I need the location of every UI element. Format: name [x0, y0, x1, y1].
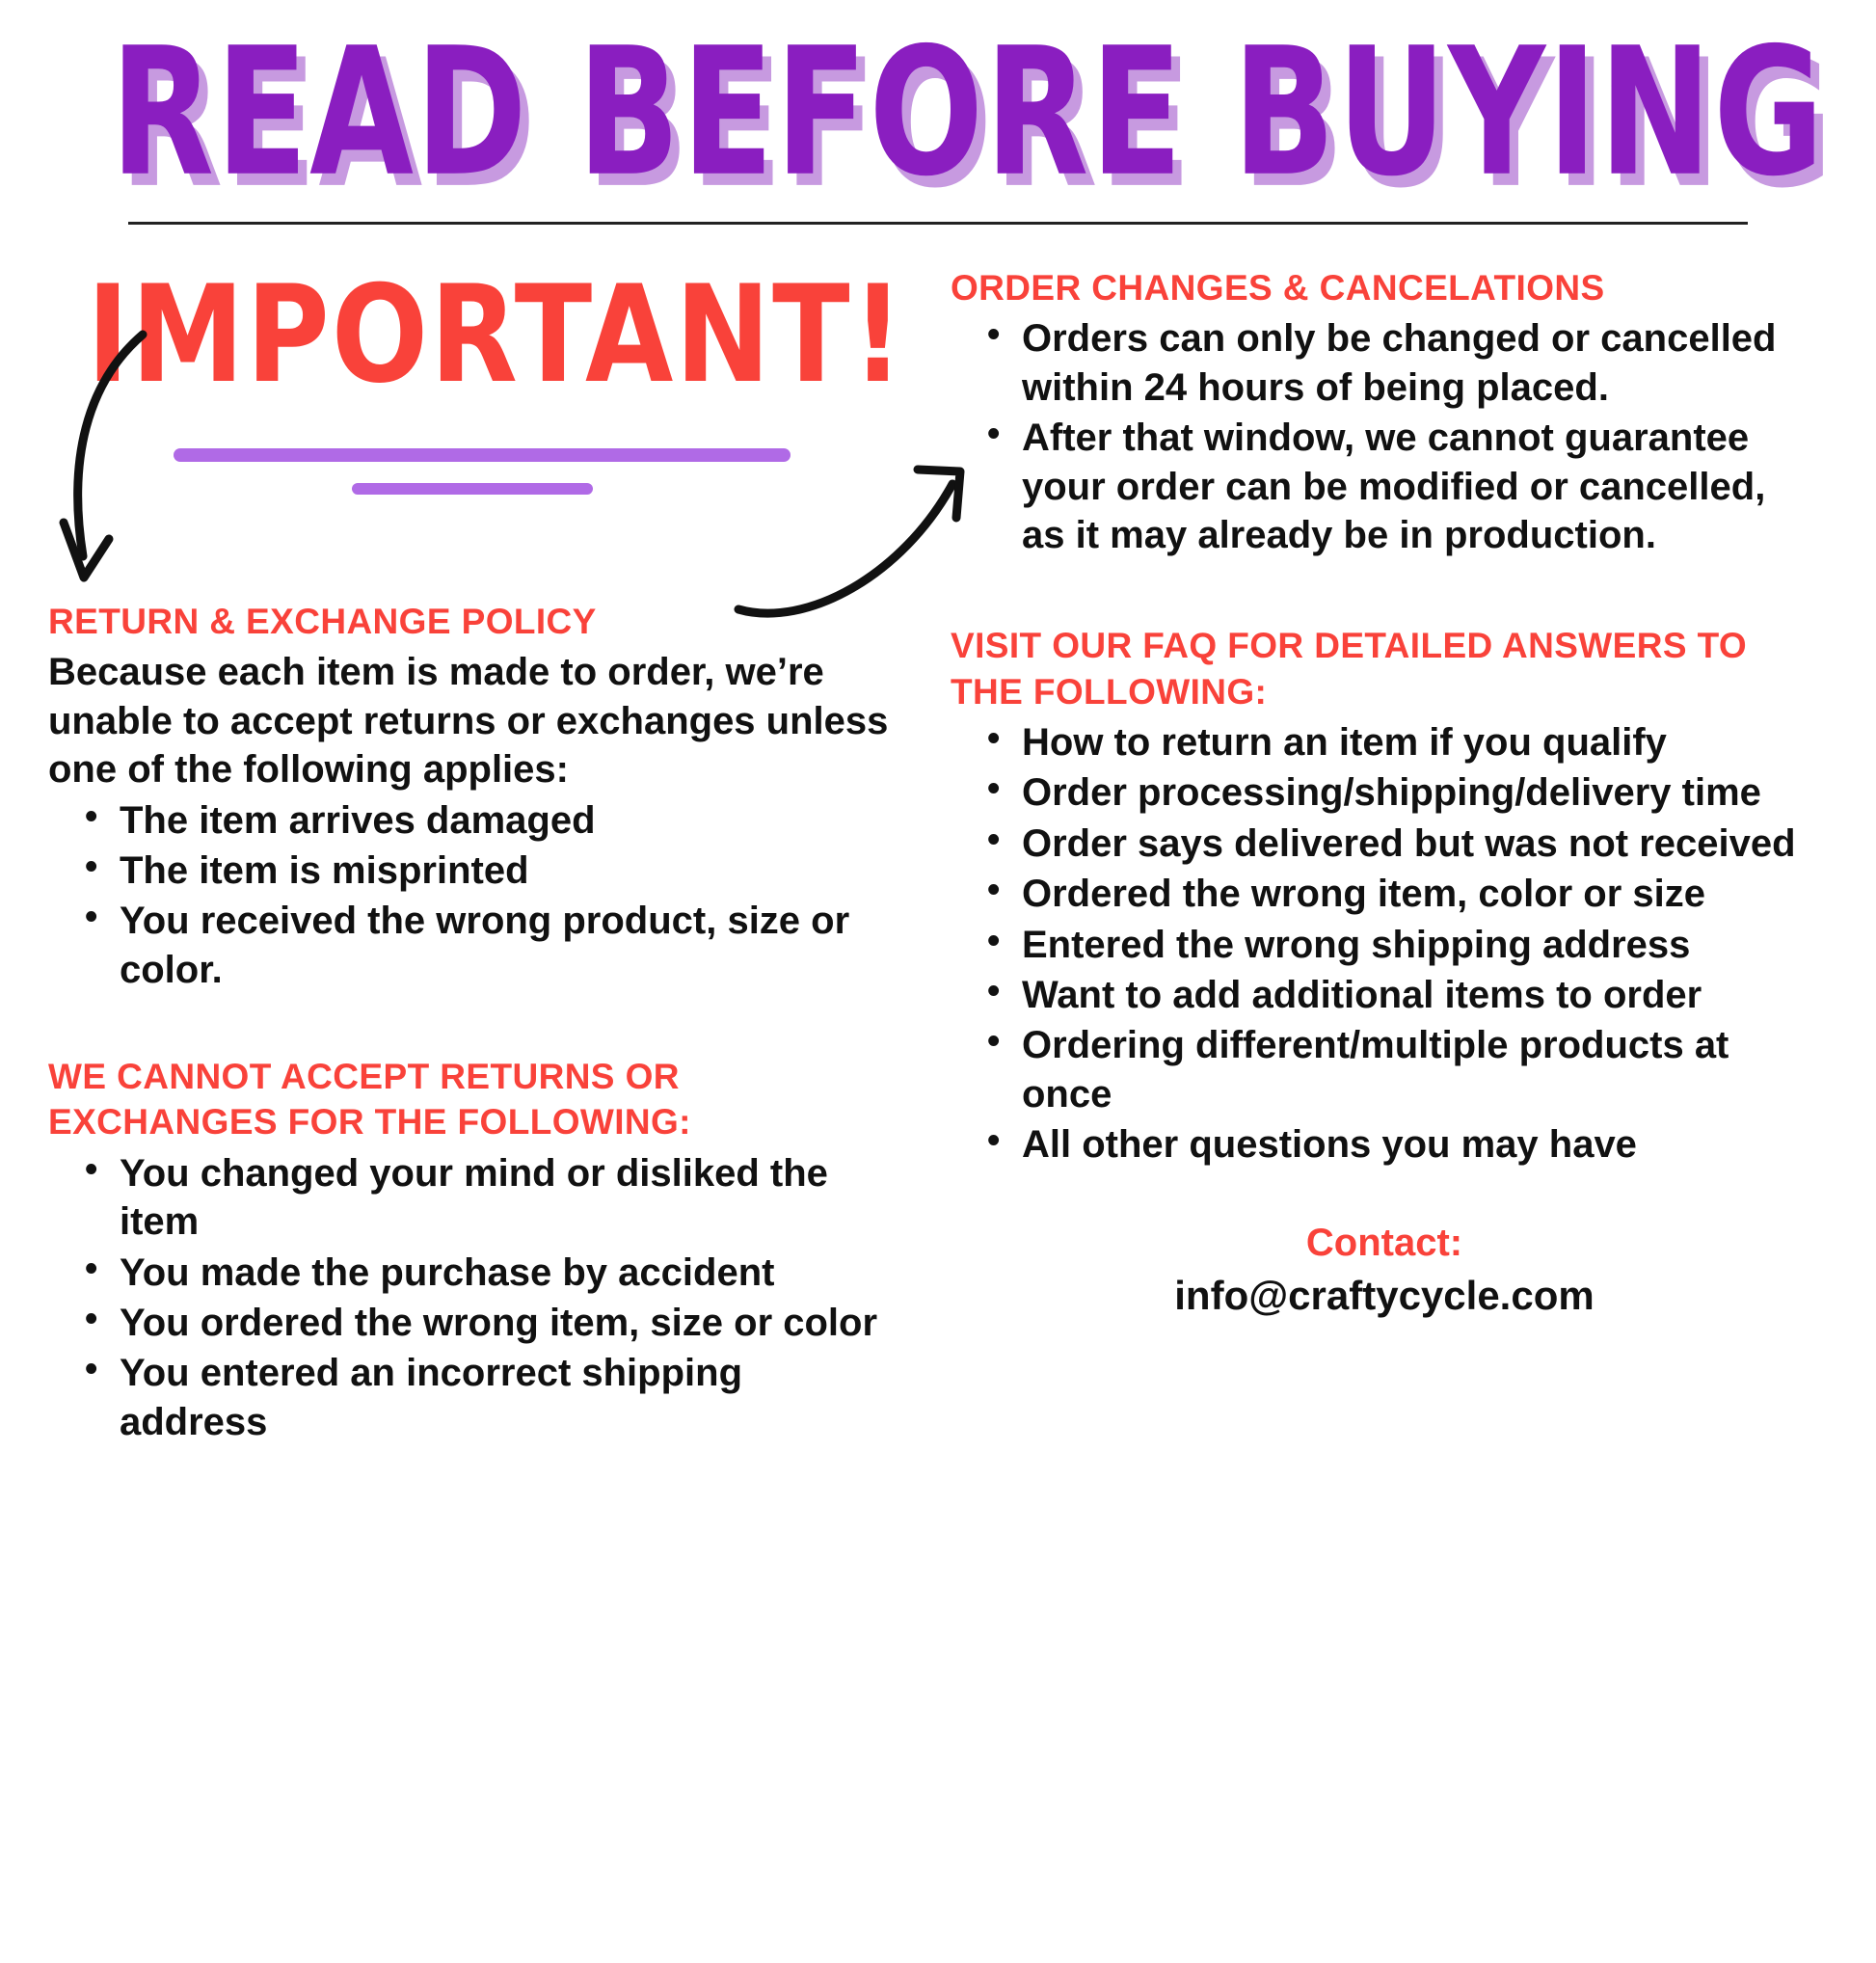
poster-header	[48, 0, 1828, 225]
list-item: • The item is misprinted	[120, 847, 897, 895]
return-policy-body: Because each item is made to order, we’re unable to accept returns or exchanges unless one of the following applies:	[48, 651, 889, 792]
list-item: • Ordering different/multiple products at once	[1022, 1021, 1818, 1118]
right-column	[951, 257, 1818, 1448]
list-item: • Order says delivered but was not received	[1022, 820, 1818, 868]
title-divider	[128, 222, 1748, 225]
important-callout: IMPORTANT!	[87, 255, 906, 414]
faq-section	[951, 623, 1818, 1169]
curved-arrow-up-right-icon	[729, 402, 989, 643]
return-policy-section	[48, 599, 897, 994]
cannot-accept-section	[48, 1054, 897, 1446]
order-changes-section	[951, 265, 1818, 559]
list-item: • The item arrives damaged	[120, 796, 897, 845]
return-policy-list	[48, 796, 897, 995]
content-columns	[48, 257, 1828, 1448]
cannot-accept-heading: WE CANNOT ACCEPT RETURNS OR EXCHANGES FOR THE FOLLOWING:	[48, 1057, 691, 1143]
contact-block	[951, 1220, 1818, 1320]
list-item: • All other questions you may have	[1022, 1120, 1818, 1169]
list-item: • You made the purchase by accident	[120, 1249, 897, 1297]
contact-email[interactable]: info@craftycycle.com	[1174, 1272, 1595, 1318]
faq-list	[951, 718, 1818, 1170]
list-item: • You ordered the wrong item, size or color	[120, 1299, 897, 1347]
list-item: • How to return an item if you qualify	[1022, 718, 1818, 766]
curved-arrow-down-icon	[58, 315, 174, 605]
page-title: READ BEFORE BUYING	[110, 11, 1826, 216]
order-changes-list	[951, 314, 1818, 559]
list-item: • Want to add additional items to order	[1022, 971, 1818, 1019]
list-item: • Order processing/shipping/delivery time	[1022, 768, 1818, 817]
return-policy-heading: RETURN & EXCHANGE POLICY	[48, 602, 597, 641]
underline-stroke-long	[174, 448, 791, 462]
cannot-accept-list	[48, 1149, 897, 1446]
order-changes-heading: ORDER CHANGES & CANCELATIONS	[951, 268, 1605, 308]
list-item: • You received the wrong product, size or color.	[120, 897, 897, 994]
list-item: • You changed your mind or disliked the item	[120, 1149, 897, 1247]
list-item: • Entered the wrong shipping address	[1022, 921, 1818, 969]
list-item: • Orders can only be changed or cancelled within 24 hours of being placed.	[1022, 314, 1818, 412]
contact-label: Contact:	[1305, 1221, 1463, 1264]
list-item: • You entered an incorrect shipping address	[120, 1349, 897, 1446]
list-item: • Ordered the wrong item, color or size	[1022, 870, 1818, 918]
list-item: • After that window, we cannot guarantee your order can be modified or cancelled, as it may already be in production.	[1022, 414, 1818, 559]
faq-heading: VISIT OUR FAQ FOR DETAILED ANSWERS TO THE FOLLOWING:	[951, 626, 1748, 712]
underline-stroke-short	[352, 483, 593, 495]
